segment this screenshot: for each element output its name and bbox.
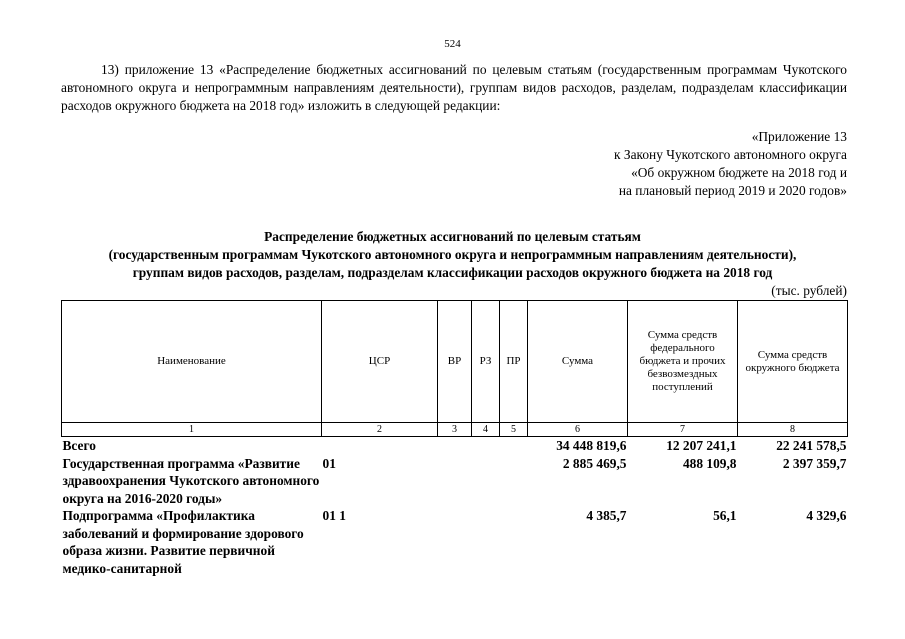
annex-line: «Приложение 13 xyxy=(751,129,847,144)
annex-heading xyxy=(614,128,847,200)
row-federal: 12 207 241,1 xyxy=(666,438,737,453)
table-row xyxy=(62,455,848,508)
intro-paragraph: 13) приложение 13 «Распределение бюджетных ассигнований по целевым статьям (государственным программам Чукотского автономного округа и непрограммным направлениям деятельности), группам видов расходов, разделам, подразделам классификации расходов окружного бюджета на 2018 год» изложить в следующей редакции: xyxy=(61,62,847,113)
column-number: 6 xyxy=(528,423,628,437)
row-sum: 4 385,7 xyxy=(586,508,627,523)
table-title-line: (государственным программам Чукотского автономного округа и непрограммным направлениям деятельности), xyxy=(108,247,797,262)
row-district: 22 241 578,5 xyxy=(776,438,847,453)
column-number: 8 xyxy=(738,423,848,437)
column-number: 3 xyxy=(438,423,472,437)
col-header-sum: Сумма xyxy=(528,301,628,423)
col-header-vr: ВР xyxy=(438,301,472,423)
row-pr xyxy=(500,455,528,508)
col-header-federal: Сумма средств федерального бюджета и прочих безвозмездных поступлений xyxy=(628,301,738,423)
column-number: 4 xyxy=(472,423,500,437)
col-header-pr: ПР xyxy=(500,301,528,423)
row-vr xyxy=(438,437,472,455)
row-name: Государственная программа «Развитие здравоохранения Чукотского автономного округа на 2016-2020 годы» xyxy=(62,455,320,506)
row-district: 4 329,6 xyxy=(806,508,847,523)
row-rz xyxy=(472,507,500,577)
table-title-line: Распределение бюджетных ассигнований по целевым статьям xyxy=(264,229,641,244)
row-csr: 01 1 xyxy=(322,508,346,523)
table-row xyxy=(62,437,848,455)
page-number: 524 xyxy=(444,38,461,50)
row-pr xyxy=(500,507,528,577)
row-district: 2 397 359,7 xyxy=(782,455,847,471)
col-header-csr: ЦСР xyxy=(322,301,438,423)
row-federal: 488 109,8 xyxy=(682,455,737,471)
row-federal: 56,1 xyxy=(713,508,737,523)
col-header-name: Наименование xyxy=(62,301,322,423)
column-number: 7 xyxy=(628,423,738,437)
row-sum: 34 448 819,6 xyxy=(556,438,627,453)
column-number: 5 xyxy=(500,423,528,437)
col-header-rz: РЗ xyxy=(472,301,500,423)
annex-line: к Закону Чукотского автономного округа xyxy=(614,147,847,162)
row-sum: 2 885 469,5 xyxy=(562,455,627,471)
row-csr: 01 xyxy=(322,455,336,471)
row-name: Подпрограмма «Профилактика заболеваний и формирование здорового образа жизни. Развитие первичной медико-санитарной xyxy=(62,508,304,576)
row-vr xyxy=(438,455,472,508)
row-rz xyxy=(472,455,500,508)
row-pr xyxy=(500,437,528,455)
annex-line: на плановый период 2019 и 2020 годов» xyxy=(618,183,847,198)
annex-line: «Об окружном бюджете на 2018 год и xyxy=(631,165,847,180)
table-title xyxy=(0,228,905,282)
row-csr xyxy=(322,437,438,455)
col-header-district: Сумма средств окружного бюджета xyxy=(738,301,848,423)
row-vr xyxy=(438,507,472,577)
column-number: 1 xyxy=(62,423,322,437)
column-number-row xyxy=(62,423,848,437)
table-header-row xyxy=(62,301,848,423)
row-rz xyxy=(472,437,500,455)
table-row xyxy=(62,507,848,577)
row-name: Всего xyxy=(62,438,96,453)
budget-table xyxy=(61,300,848,577)
column-number: 2 xyxy=(322,423,438,437)
units-label: (тыс. рублей) xyxy=(771,283,847,298)
table-title-line: группам видов расходов, разделам, подразделам классификации расходов окружного бюджета на 2018 год xyxy=(132,265,773,280)
